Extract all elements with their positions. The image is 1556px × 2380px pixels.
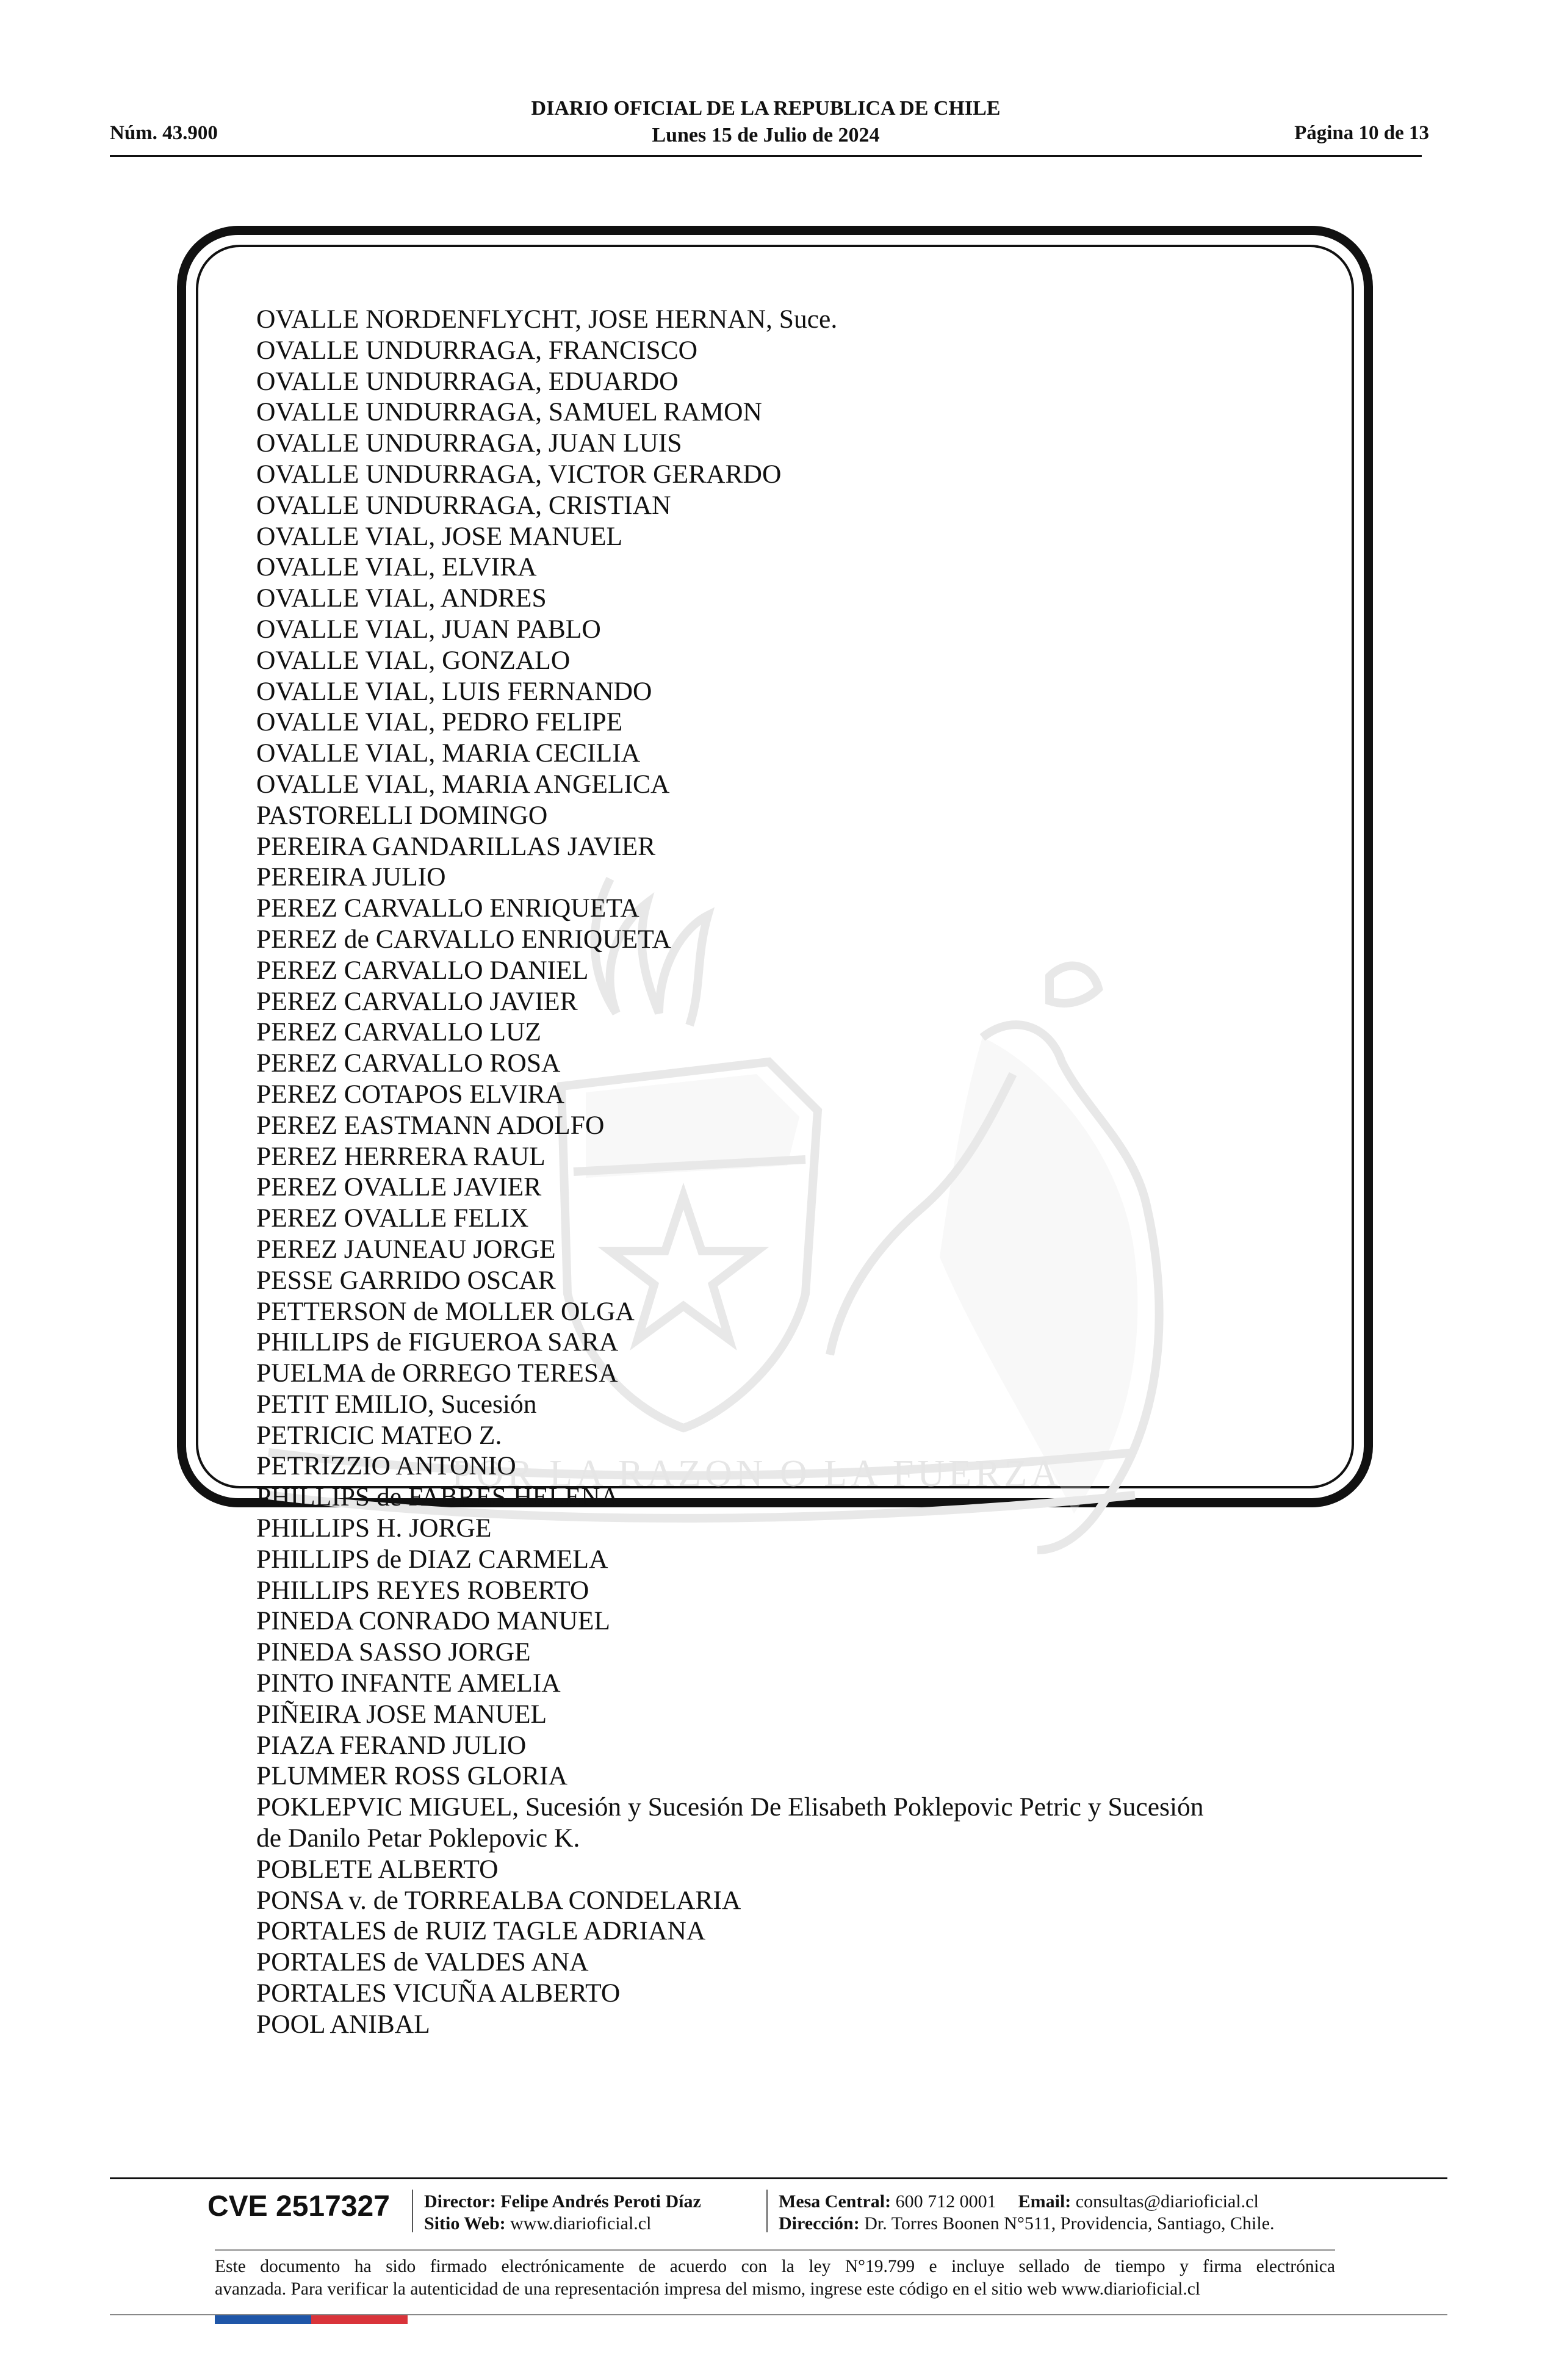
- flag-stripe-red: [311, 2315, 408, 2324]
- list-item: PEREZ EASTMANN ADOLFO: [256, 1110, 605, 1140]
- director-name: Felipe Andrés Peroti Díaz: [500, 2191, 701, 2212]
- list-item: PESSE GARRIDO OSCAR: [256, 1265, 556, 1295]
- footer-separator: [766, 2190, 768, 2232]
- list-item: POBLETE ALBERTO: [256, 1854, 499, 1884]
- list-item: PEREZ JAUNEAU JORGE: [256, 1234, 556, 1264]
- signature-notice: [215, 2256, 1335, 2301]
- list-item: PONSA v. de TORREALBA CONDELARIA: [256, 1885, 741, 1915]
- signature-notice-line: Este documento ha sido firmado electrónicamente de acuerdo con la ley N°19.799 e incluye sellado de tiempo y firma electrónica: [215, 2257, 1335, 2276]
- list-item: PHILLIPS de FABRES HELENA: [256, 1482, 619, 1512]
- list-item: OVALLE VIAL, MARIA CECILIA: [256, 738, 641, 768]
- address-label: Dirección:: [779, 2213, 860, 2234]
- list-item: OVALLE UNDURRAGA, CRISTIAN: [256, 490, 671, 520]
- list-item: PASTORELLI DOMINGO: [256, 800, 548, 830]
- list-item: OVALLE UNDURRAGA, JUAN LUIS: [256, 428, 682, 458]
- list-item: PINEDA CONRADO MANUEL: [256, 1606, 611, 1636]
- list-item: PETRICIC MATEO Z.: [256, 1420, 502, 1450]
- email-link[interactable]: consultas@diarioficial.cl: [1075, 2191, 1259, 2212]
- header-divider: [110, 155, 1422, 157]
- list-item: OVALLE VIAL, GONZALO: [256, 645, 571, 675]
- list-item: OVALLE NORDENFLYCHT, JOSE HERNAN, Suce.: [256, 305, 838, 334]
- footer-contact-block: [779, 2191, 1275, 2235]
- list-item: OVALLE UNDURRAGA, SAMUEL RAMON: [256, 397, 762, 427]
- central-label: Mesa Central:: [779, 2191, 891, 2212]
- list-item: OVALLE VIAL, PEDRO FELIPE: [256, 707, 623, 737]
- list-item: PHILLIPS H. JORGE: [256, 1513, 492, 1543]
- list-item: OVALLE VIAL, JUAN PABLO: [256, 614, 601, 644]
- list-item: OVALLE VIAL, ANDRES: [256, 583, 547, 613]
- list-item: PUELMA de ORREGO TERESA: [256, 1358, 618, 1388]
- list-item: OVALLE VIAL, JOSE MANUEL: [256, 521, 623, 551]
- issue-number: Núm. 43.900: [110, 122, 218, 144]
- list-item: PINTO INFANTE AMELIA: [256, 1668, 561, 1698]
- list-item: PHILLIPS de DIAZ CARMELA: [256, 1544, 608, 1574]
- footer-separator: [412, 2190, 413, 2232]
- flag-stripe-blue: [215, 2315, 311, 2324]
- list-item: PEREZ OVALLE JAVIER: [256, 1172, 542, 1202]
- list-item: PEREZ HERRERA RAUL: [256, 1141, 546, 1171]
- list-item: POOL ANIBAL: [256, 2009, 430, 2039]
- list-item: OVALLE VIAL, MARIA ANGELICA: [256, 769, 670, 799]
- list-item: PIÑEIRA JOSE MANUEL: [256, 1699, 547, 1729]
- list-item: PEREZ CARVALLO ENRIQUETA: [256, 893, 639, 923]
- footer-divider-top: [110, 2177, 1447, 2179]
- website-label: Sitio Web:: [424, 2213, 506, 2234]
- list-item: PEREZ CARVALLO ROSA: [256, 1048, 561, 1078]
- central-phone: 600 712 0001: [895, 2191, 996, 2212]
- list-item: PEREZ CARVALLO DANIEL: [256, 955, 589, 985]
- list-item: PETTERSON de MOLLER OLGA: [256, 1296, 635, 1326]
- list-item: PHILLIPS de FIGUEROA SARA: [256, 1327, 619, 1357]
- list-item: PLUMMER ROSS GLORIA: [256, 1761, 567, 1791]
- list-item: PINEDA SASSO JORGE: [256, 1637, 531, 1667]
- address-text: Dr. Torres Boonen N°511, Providencia, Santiago, Chile.: [864, 2213, 1275, 2234]
- website-link[interactable]: www.diarioficial.cl: [510, 2213, 652, 2234]
- list-item: de Danilo Petar Poklepovic K.: [256, 1823, 580, 1853]
- list-item: PORTALES de RUIZ TAGLE ADRIANA: [256, 1916, 706, 1946]
- publication-date: Lunes 15 de Julio de 2024: [652, 124, 880, 146]
- list-item: OVALLE UNDURRAGA, FRANCISCO: [256, 335, 698, 365]
- cve-code: CVE 2517327: [207, 2190, 390, 2223]
- list-item: OVALLE VIAL, ELVIRA: [256, 552, 537, 582]
- list-item: PETIT EMILIO, Sucesión: [256, 1389, 537, 1419]
- email-label: Email:: [1018, 2191, 1072, 2212]
- list-item: PEREZ COTAPOS ELVIRA: [256, 1079, 564, 1109]
- director-label: Director:: [424, 2191, 496, 2212]
- names-list: [256, 304, 1306, 2040]
- list-item: POKLEPVIC MIGUEL, Sucesión y Sucesión De Elisabeth Poklepovic Petric y Sucesión: [256, 1792, 1204, 1822]
- footer-director-block: [424, 2191, 701, 2235]
- list-item: PORTALES de VALDES ANA: [256, 1947, 589, 1977]
- page-number: Página 10 de 13: [1294, 122, 1429, 144]
- publication-title: DIARIO OFICIAL DE LA REPUBLICA DE CHILE: [531, 97, 1001, 120]
- list-item: PEREIRA JULIO: [256, 862, 446, 892]
- list-item: PORTALES VICUÑA ALBERTO: [256, 1978, 621, 2008]
- list-item: PEREZ de CARVALLO ENRIQUETA: [256, 924, 671, 954]
- watermark-motto: POR LA RAZON O LA FUERZA: [452, 1453, 1062, 1495]
- list-item: PHILLIPS REYES ROBERTO: [256, 1575, 589, 1605]
- footer-divider-middle: [215, 2249, 1335, 2251]
- list-item: PEREZ OVALLE FELIX: [256, 1203, 529, 1233]
- list-item: OVALLE UNDURRAGA, VICTOR GERARDO: [256, 459, 782, 489]
- list-item: PEREIRA GANDARILLAS JAVIER: [256, 831, 656, 861]
- signature-notice-line: avanzada. Para verificar la autenticidad de una representación impresa del mismo, ingrese este código en el sitio web www.diarioficial.cl: [215, 2279, 1201, 2299]
- list-item: PEREZ CARVALLO JAVIER: [256, 986, 578, 1016]
- list-item: PETRIZZIO ANTONIO: [256, 1451, 516, 1481]
- list-item: PIAZA FERAND JULIO: [256, 1730, 527, 1760]
- list-item: OVALLE VIAL, LUIS FERNANDO: [256, 676, 652, 706]
- list-item: PEREZ CARVALLO LUZ: [256, 1017, 541, 1047]
- list-item: OVALLE UNDURRAGA, EDUARDO: [256, 366, 679, 396]
